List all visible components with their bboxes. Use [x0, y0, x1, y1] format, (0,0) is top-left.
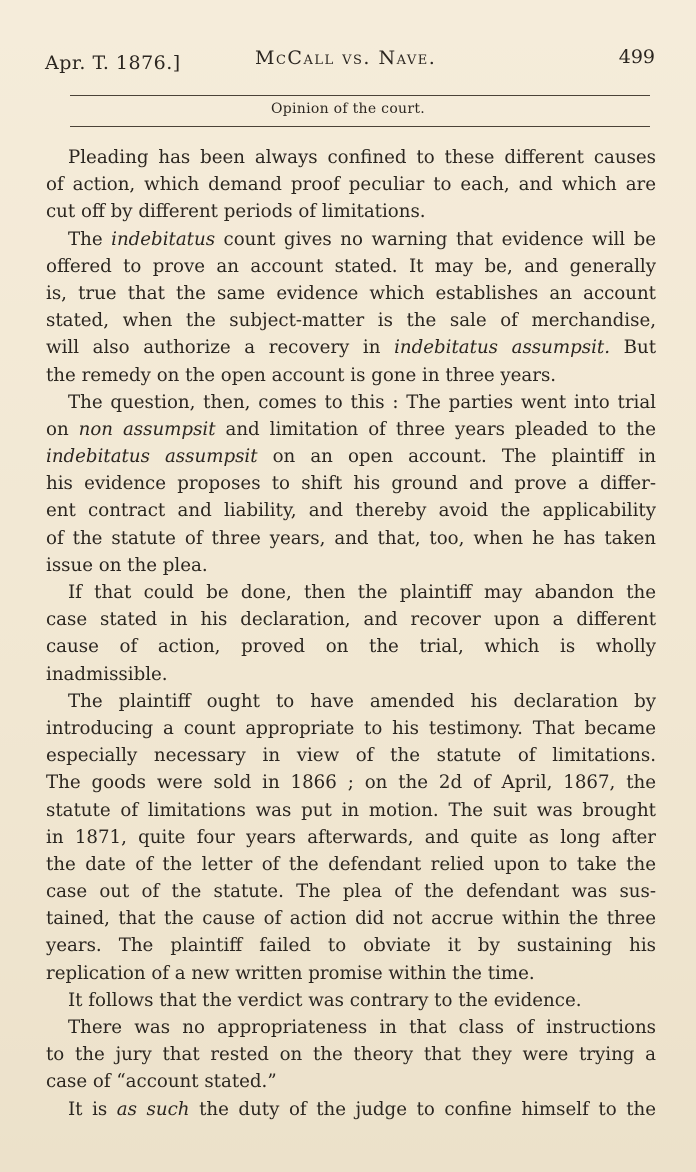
text-line — [46, 797, 656, 824]
text-line — [46, 552, 656, 579]
text-segment: case stated in his declaration, and recover upon a different — [46, 609, 656, 631]
italic-text: as such — [116, 1098, 190, 1120]
text-segment: It is — [68, 1098, 117, 1120]
text-segment: years. The plaintiff failed to obviate it by sustaining his — [46, 935, 656, 957]
italic-text: indebitatus — [111, 228, 216, 250]
text-line — [46, 389, 656, 416]
text-line — [46, 688, 656, 715]
running-head — [45, 44, 655, 78]
text-segment: case of “account stated.” — [46, 1071, 277, 1093]
text-segment: of the statute of three years, and that, too, when he has taken — [46, 527, 656, 549]
text-line — [46, 661, 656, 688]
text-segment: and limitation of three years pleaded to the — [215, 418, 656, 440]
text-line — [46, 362, 656, 389]
italic-text: non assumpsit — [78, 418, 216, 440]
text-line — [46, 1041, 656, 1068]
text-line — [46, 851, 656, 878]
page-number: 499 — [618, 46, 655, 68]
text-segment: The — [68, 228, 112, 250]
text-segment: count gives no warning that evidence will be — [215, 228, 656, 250]
text-segment: introducing a count appropriate to his testimony. That became — [46, 717, 656, 739]
text-line — [46, 579, 656, 606]
text-line — [46, 443, 656, 470]
text-line — [46, 742, 656, 769]
text-line — [46, 769, 656, 796]
text-line — [46, 633, 656, 660]
text-segment: But — [609, 337, 656, 359]
text-line — [46, 307, 656, 334]
text-line — [46, 1014, 656, 1041]
text-line — [46, 144, 656, 171]
text-line — [46, 715, 656, 742]
text-segment: case out of the statute. The plea of the defendant was sus- — [46, 881, 656, 903]
text-segment: his evidence proposes to shift his ground and prove a differ- — [46, 473, 656, 495]
text-segment: The plaintiff ought to have amended his declaration by — [68, 690, 656, 712]
text-segment: on an open account. The plaintiff in — [257, 446, 656, 468]
text-segment: replication of a new written promise within the time. — [46, 962, 535, 984]
text-line — [46, 878, 656, 905]
term-citation: Apr. T. 1876.] — [45, 52, 181, 74]
text-line — [46, 334, 656, 361]
header-rule-top — [70, 95, 650, 96]
text-segment: on — [46, 418, 79, 440]
text-segment: will also authorize a recovery in — [46, 337, 395, 359]
text-segment: tained, that the cause of action did not accrue within the three — [46, 908, 656, 930]
text-segment: the duty of the judge to confine himself to the — [189, 1098, 656, 1120]
text-line — [46, 1068, 656, 1095]
text-line — [46, 1096, 656, 1123]
header-rule-bottom — [70, 126, 650, 127]
text-segment: The goods were sold in 1866 ; on the 2d of April, 1867, the — [46, 772, 656, 794]
text-segment: statute of limitations was put in motion. The suit was brought — [46, 799, 656, 821]
text-segment: in 1871, quite four years afterwards, and quite as long after — [46, 826, 656, 848]
text-segment: The question, then, comes to this : The parties went into trial — [68, 391, 656, 413]
text-segment: ent contract and liability, and thereby avoid the applicability — [46, 500, 656, 522]
text-line — [46, 470, 656, 497]
text-line — [46, 606, 656, 633]
text-segment: If that could be done, then the plaintiff may abandon the — [68, 582, 656, 603]
text-line — [46, 226, 656, 253]
text-line — [46, 987, 656, 1014]
text-segment: the remedy on the open account is gone in three years. — [46, 364, 557, 386]
text-line — [46, 253, 656, 280]
text-segment: There was no appropriateness in that class of instructions — [68, 1017, 656, 1038]
section-subheading: Opinion of the court. — [270, 101, 426, 117]
text-line — [46, 280, 656, 307]
text-line — [46, 932, 656, 959]
opinion-body — [46, 144, 656, 1123]
text-segment: especially necessary in view of the statute of limitations. — [46, 745, 656, 767]
text-segment: stated, when the subject-matter is the sale of merchandise, — [46, 310, 656, 332]
text-line — [46, 824, 656, 851]
text-segment: the date of the letter of the defendant relied upon to take the — [46, 853, 656, 875]
case-title: McCall vs. Nave. — [255, 47, 437, 69]
text-line — [46, 905, 656, 932]
text-segment: of action, which demand proof peculiar to each, and which are — [46, 174, 656, 196]
text-segment: inadmissible. — [46, 663, 168, 685]
text-line — [46, 497, 656, 524]
text-segment: cause of action, proved on the trial, which is wholly — [46, 636, 656, 658]
text-line — [46, 416, 656, 443]
text-line — [46, 525, 656, 552]
text-segment: cut off by different periods of limitations. — [46, 201, 426, 223]
italic-text: indebitatus assumpsit. — [394, 337, 610, 359]
text-segment: offered to prove an account stated. It may be, and generally — [46, 255, 656, 277]
text-line — [46, 960, 656, 987]
text-segment: It follows that the verdict was contrary to the evidence. — [68, 989, 582, 1011]
italic-text: indebitatus assumpsit — [46, 446, 258, 468]
text-line — [46, 171, 656, 198]
text-segment: Pleading has been always confined to these different causes — [68, 147, 656, 168]
text-segment: issue on the plea. — [46, 554, 208, 576]
text-line — [46, 198, 656, 225]
text-segment: to the jury that rested on the theory that they were trying a — [46, 1044, 656, 1066]
text-segment: is, true that the same evidence which establishes an account — [46, 282, 656, 304]
